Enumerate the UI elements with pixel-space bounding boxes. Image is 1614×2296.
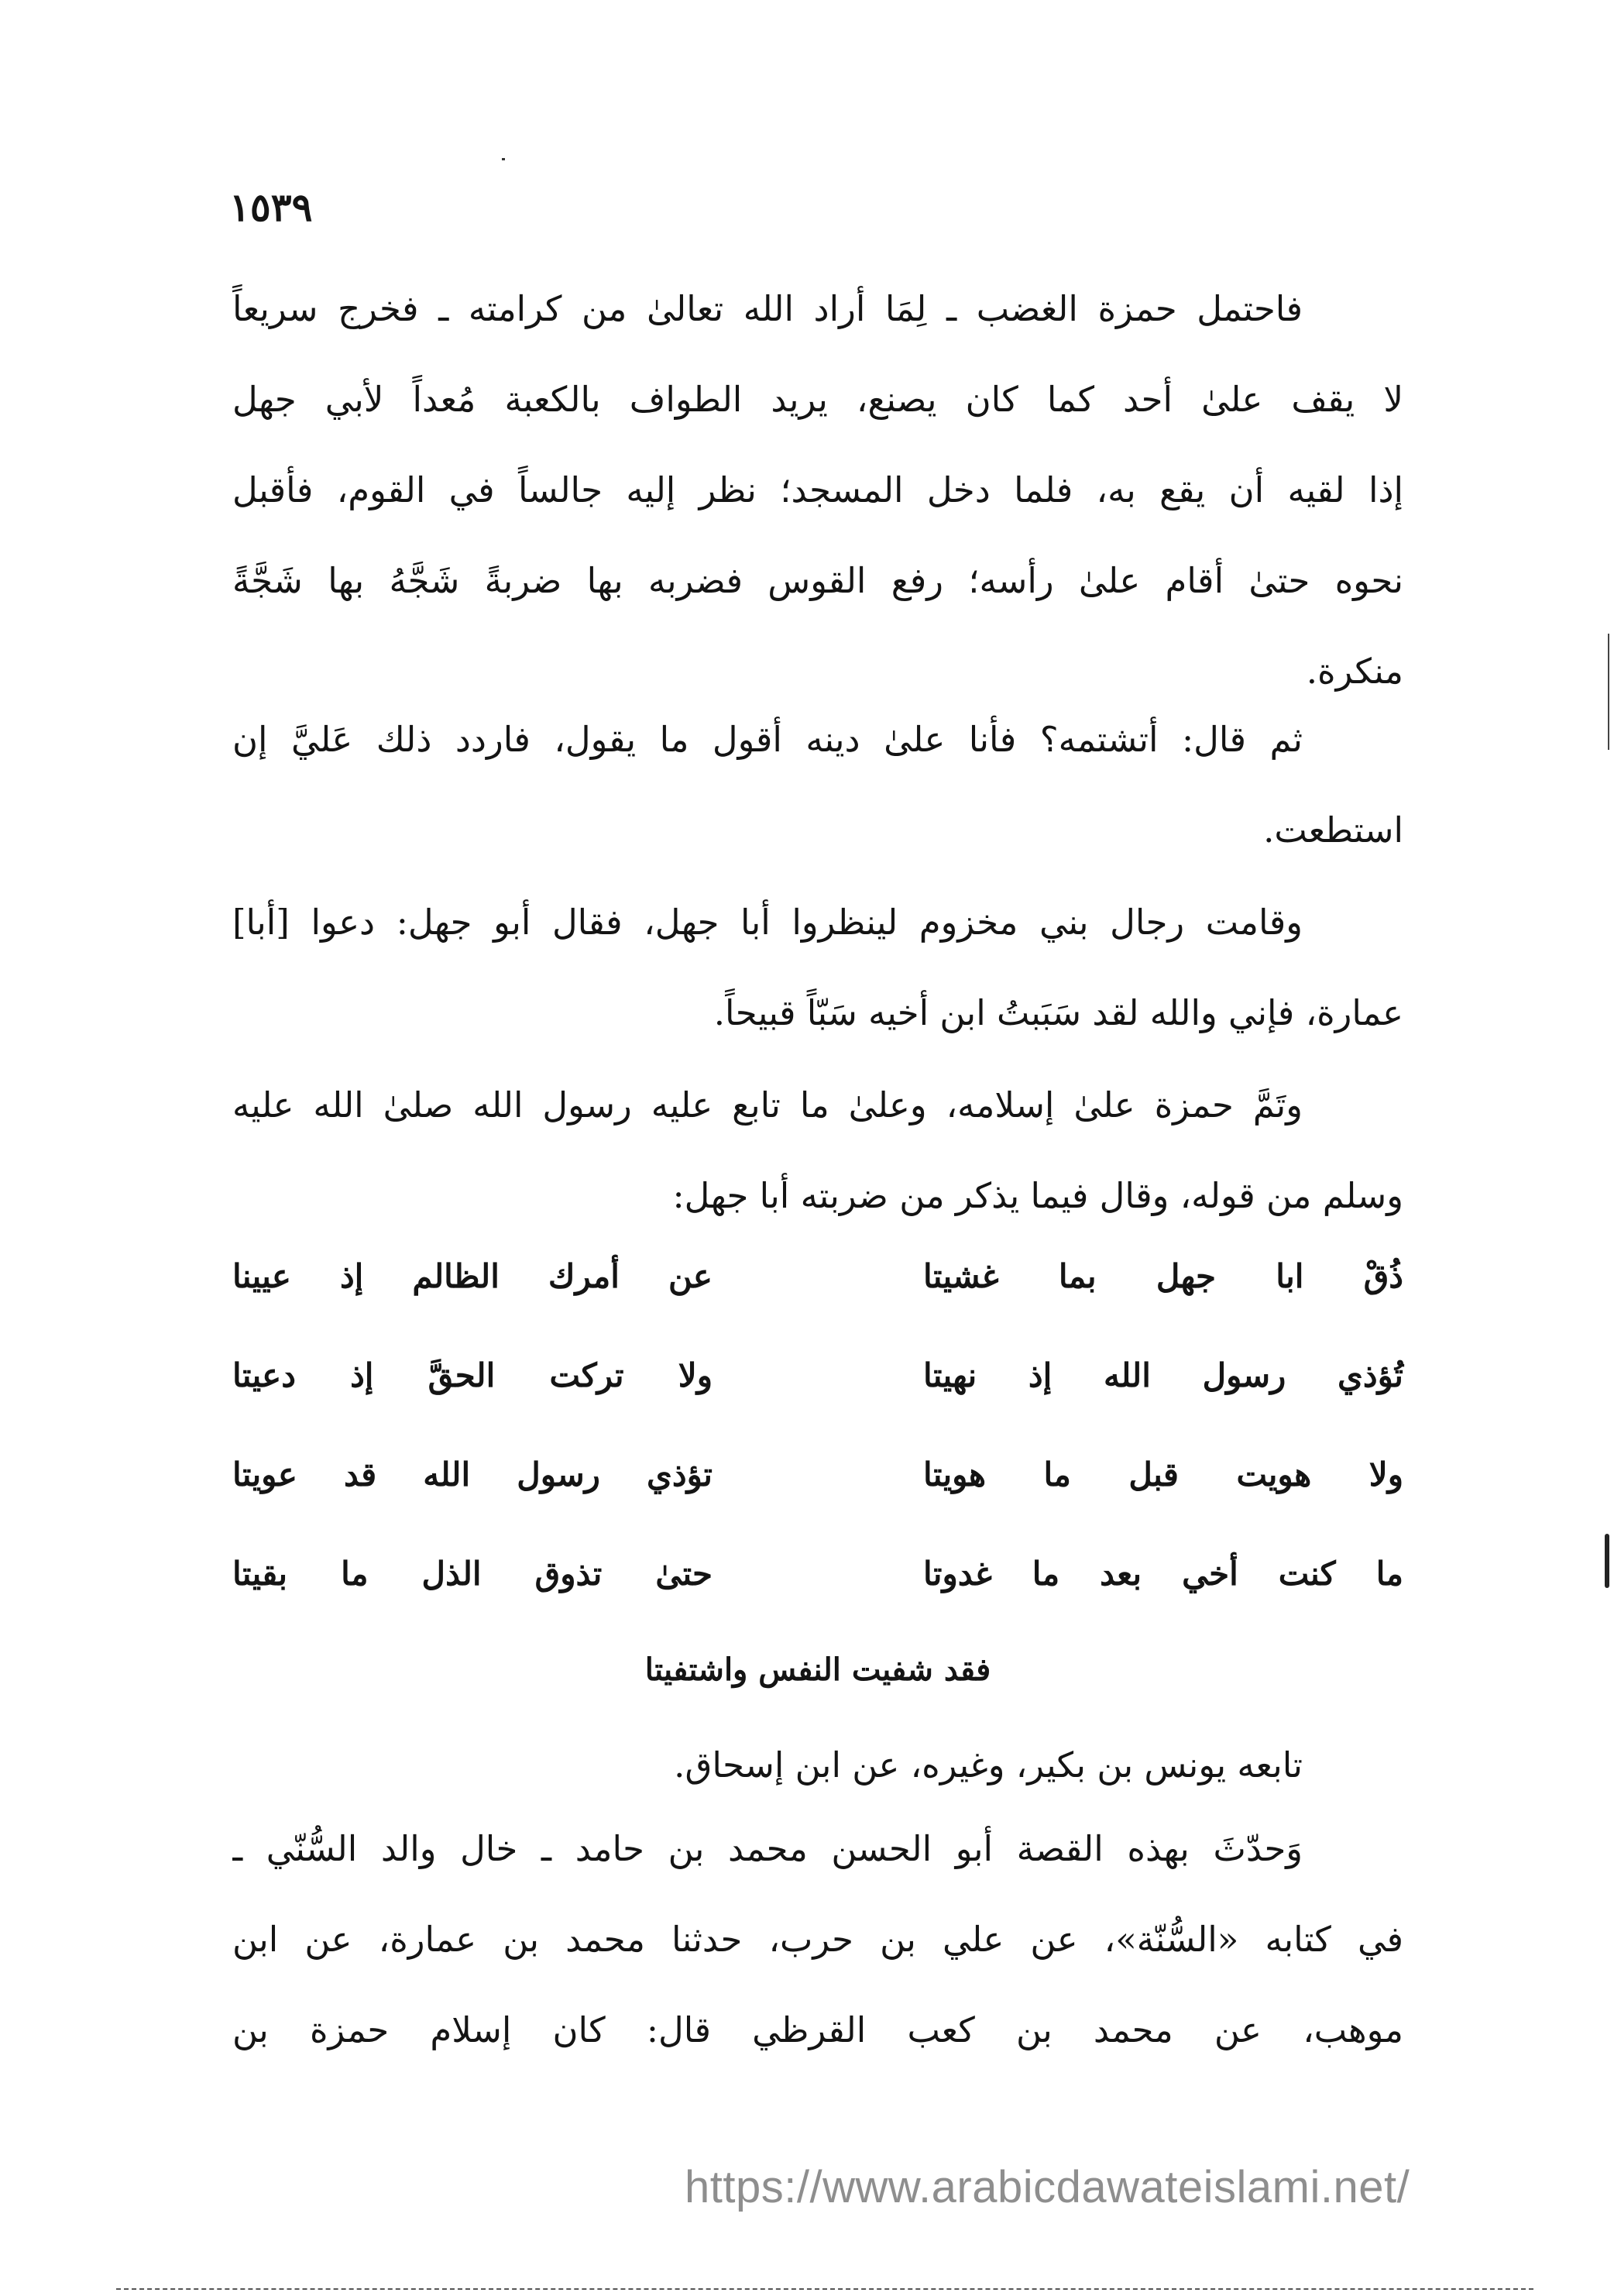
page-number: ١٥٣٩ [229, 184, 313, 230]
paragraph-4 [232, 1060, 1403, 1241]
paragraph-2 [232, 694, 1403, 875]
text-line: منكرة. [1306, 651, 1403, 692]
text-line: لا يقف علىٰ أحد كما كان يصنع، يريد الطواف بالكعبة مُعداً لأبي جهل [232, 379, 1403, 420]
text-line: فاحتمل حمزة الغضب ـ لِمَا أراد الله تعالىٰ من كرامته ـ فخرج سريعاً [232, 288, 1303, 329]
footer-rule [116, 2288, 1533, 2292]
verse-first-hemistich: ذُقْ ابا جهل بما غشيتا [923, 1257, 1403, 1295]
text-line: استطعت. [1263, 809, 1403, 851]
poem-verse [232, 1246, 1403, 1345]
text-line: نحوه حتىٰ أقام علىٰ رأسه؛ رفع القوس فضربه بها ضربةً شَجَّهُ بها شَجَّةً [232, 560, 1403, 601]
verse-first-hemistich: ولا هويت قبل ما هويتا [923, 1456, 1403, 1493]
paragraph-3 [232, 877, 1403, 1058]
text-line: تابعه يونس بن بكير، وغيره، عن ابن إسحاق. [674, 1744, 1303, 1786]
verse-second-hemistich: تؤذي رسول الله قد عويتا [232, 1456, 713, 1493]
text-line: عمارة، فإني والله لقد سَبَبتُ ابن أخيه سَبّاً قبيحاً. [713, 992, 1403, 1033]
poem-verse [232, 1543, 1403, 1642]
text-line: ثم قال: أتشتمه؟ فأنا علىٰ دينه أقول ما يقول، فاردد ذلك عَليَّ إن [232, 719, 1303, 760]
verse-first-hemistich: تُؤذي رسول الله إذ نهيتا [923, 1356, 1403, 1394]
scan-edge-line [1608, 634, 1609, 750]
verse-second-hemistich: حتىٰ تذوق الذل ما بقيتا [232, 1555, 713, 1593]
paragraph-5 [232, 1720, 1403, 1810]
watermark-url: https://www.arabicdawateislami.net/ [685, 2162, 1410, 2212]
scan-edge-mark [1605, 1534, 1609, 1588]
text-line: وسلم من قوله، وقال فيما يذكر من ضربته أبا جهل: [672, 1175, 1403, 1216]
print-speck [502, 158, 505, 160]
text-line: إذا لقيه أن يقع به، فلما دخل المسجد؛ نظر إليه جالساً في القوم، فأقبل [232, 469, 1403, 510]
poem [232, 1246, 1403, 1642]
poem-verse [232, 1345, 1403, 1444]
paragraph-6 [232, 1803, 1403, 2075]
verse-second-hemistich: ولا تركت الحقَّ إذ دعيتا [232, 1356, 713, 1394]
verse-first-hemistich: ما كنت أخي بعد ما غدوتا [923, 1555, 1403, 1593]
poem-verse [232, 1444, 1403, 1543]
verse-second-hemistich: عن أمرك الظالم إذ عيينا [232, 1257, 713, 1295]
text-line: وتَمَّ حمزة علىٰ إسلامه، وعلىٰ ما تابع عليه رسول الله صلىٰ الله عليه [232, 1084, 1303, 1126]
text-line: وقامت رجال بني مخزوم لينظروا أبا جهل، فقال أبو جهل: دعوا [أبا] [232, 902, 1303, 943]
text-line: موهب، عن محمد بن كعب القرظي قال: كان إسلام حمزة بن [232, 2009, 1403, 2050]
text-line: وَحدّثَ بهذه القصة أبو الحسن محمد بن حامد ـ خال والد السُّنّي ـ [232, 1828, 1303, 1869]
poem-closing-line: فقد شفيت النفس واشتفيتا [644, 1652, 991, 1688]
paragraph-1 [232, 263, 1403, 717]
text-line: في كتابه «السُّنّة»، عن علي بن حرب، حدثنا محمد بن عمارة، عن ابن [232, 1919, 1403, 1960]
